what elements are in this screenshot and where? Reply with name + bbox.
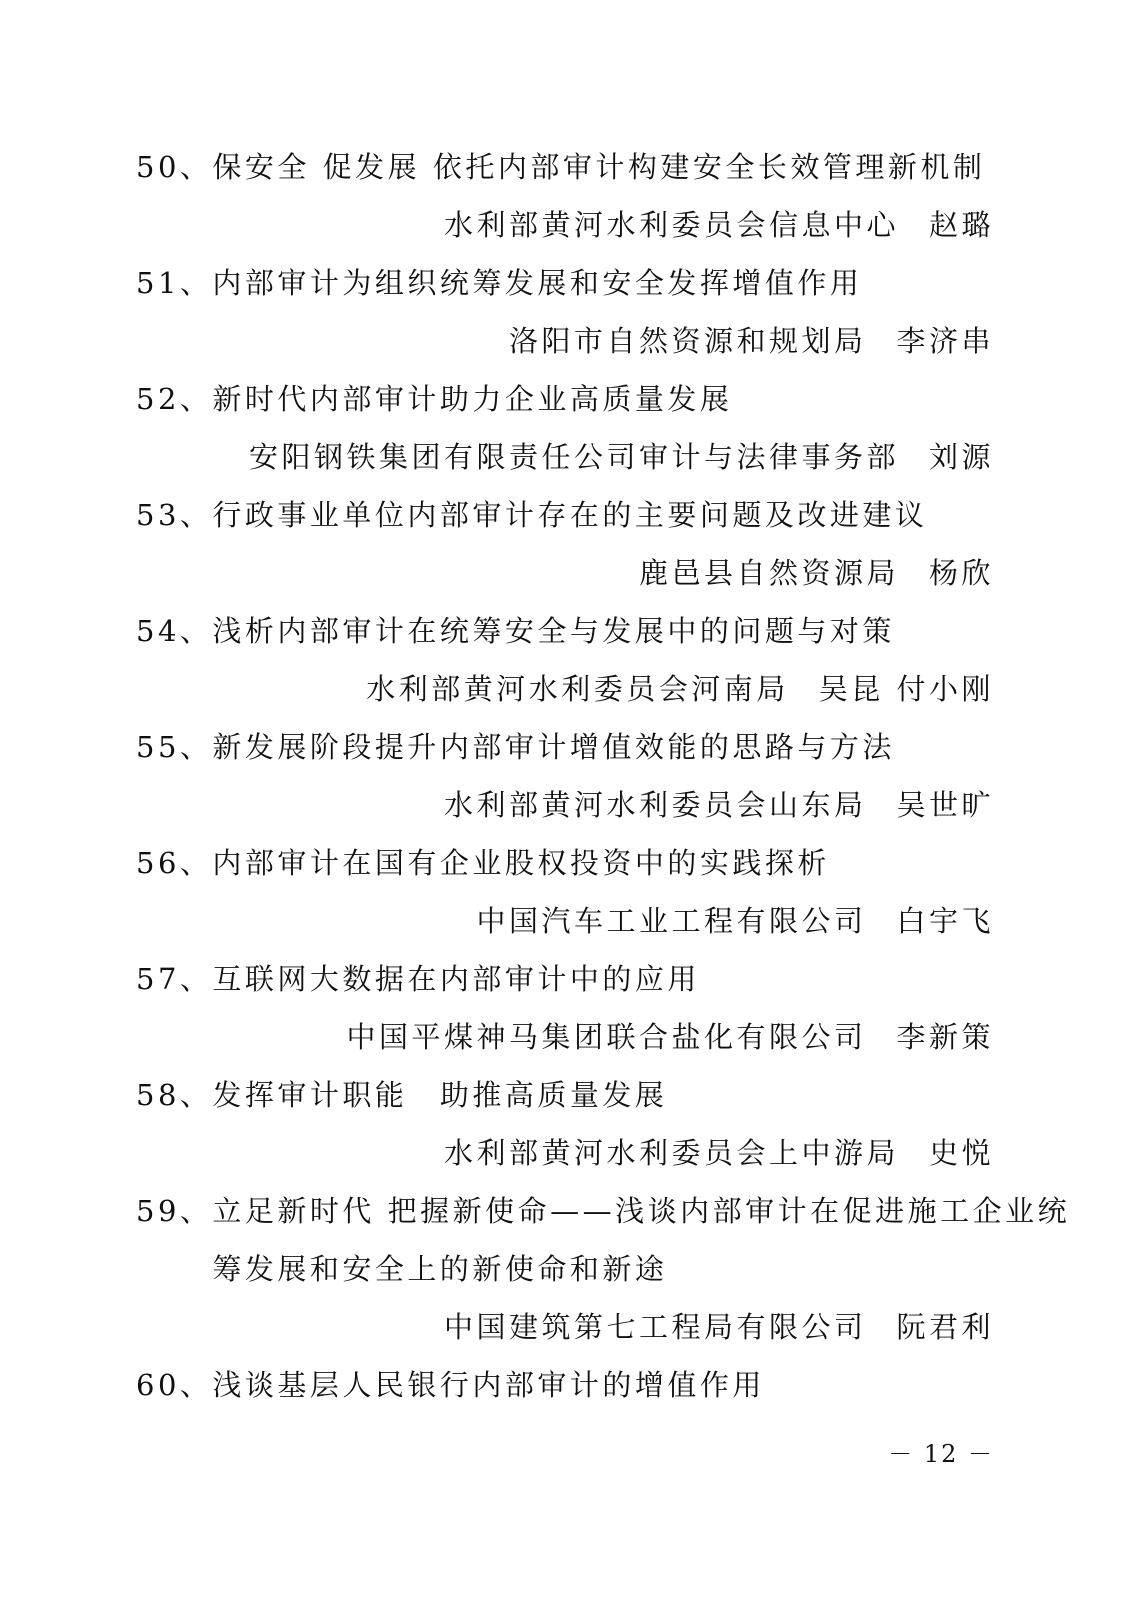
entry-affiliation: 水利部黄河水利委员会山东局 xyxy=(443,788,867,822)
entry-title-text: 互联网大数据在内部审计中的应用 xyxy=(212,962,700,996)
entry-author: 吴世旷 xyxy=(896,788,994,822)
entry-author: 刘源 xyxy=(928,440,994,474)
entry-number: 58、 xyxy=(136,1078,213,1112)
entry-title-text: 行政事业单位内部审计存在的主要问题及改进建议 xyxy=(212,498,928,532)
entry-affiliation: 水利部黄河水利委员会上中游局 xyxy=(443,1136,899,1170)
entry-title-53 xyxy=(136,486,994,544)
entry-number: 52、 xyxy=(136,382,213,416)
entry-title-54 xyxy=(136,602,994,660)
entry-affiliation: 中国汽车工业工程有限公司 xyxy=(476,904,867,938)
entry-number: 57、 xyxy=(136,962,213,996)
entry-number: 60、 xyxy=(136,1368,213,1402)
entry-byline-52 xyxy=(136,428,994,486)
entry-author: 白宇飞 xyxy=(896,904,994,938)
entry-author: 吴昆 付小刚 xyxy=(818,672,994,706)
entry-title-60 xyxy=(136,1356,994,1414)
entry-title-56 xyxy=(136,834,994,892)
entry-title-59 xyxy=(136,1182,1071,1298)
entry-title-text: 新发展阶段提升内部审计增值效能的思路与方法 xyxy=(212,730,895,764)
entry-number: 53、 xyxy=(136,498,213,532)
entry-affiliation: 中国平煤神马集团联合盐化有限公司 xyxy=(346,1020,867,1054)
entry-title-text: 发挥审计职能 助推高质量发展 xyxy=(212,1078,668,1112)
entry-title-58 xyxy=(136,1066,994,1124)
entry-title-text: 新时代内部审计助力企业高质量发展 xyxy=(212,382,733,416)
entry-affiliation: 中国建筑第七工程局有限公司 xyxy=(443,1310,867,1344)
entry-number: 50、 xyxy=(136,150,213,184)
entry-number: 56、 xyxy=(136,846,213,880)
entry-affiliation: 洛阳市自然资源和规划局 xyxy=(508,324,867,358)
page-number: － 12 － xyxy=(888,1440,994,1468)
entry-byline-57 xyxy=(136,1008,994,1066)
entry-title-50 xyxy=(136,138,994,196)
entry-title-text: 浅析内部审计在统筹安全与发展中的问题与对策 xyxy=(212,614,895,648)
entry-number: 54、 xyxy=(136,614,213,648)
entry-affiliation: 安阳钢铁集团有限责任公司审计与法律事务部 xyxy=(248,440,899,474)
entry-author: 赵璐 xyxy=(928,208,994,242)
entry-byline-55 xyxy=(136,776,994,834)
entry-affiliation: 鹿邑县自然资源局 xyxy=(638,556,899,590)
entry-affiliation: 水利部黄河水利委员会河南局 xyxy=(366,672,789,706)
entry-byline-51 xyxy=(136,312,994,370)
entry-title-text: 内部审计在国有企业股权投资中的实践探析 xyxy=(212,846,830,880)
entry-author: 阮君利 xyxy=(896,1310,994,1344)
entry-author: 杨欣 xyxy=(928,556,994,590)
entry-byline-50 xyxy=(136,196,994,254)
entry-author: 李新策 xyxy=(896,1020,994,1054)
entry-title-57 xyxy=(136,950,994,1008)
entry-byline-54 xyxy=(136,660,994,718)
entry-title-51 xyxy=(136,254,994,312)
entry-byline-59 xyxy=(136,1298,994,1356)
entry-byline-58 xyxy=(136,1124,994,1182)
entry-title-55 xyxy=(136,718,994,776)
entry-title-text: 保安全 促发展 依托内部审计构建安全长效管理新机制 xyxy=(212,150,986,184)
entry-title-text xyxy=(212,1182,1070,1298)
entry-author: 史悦 xyxy=(928,1136,994,1170)
entry-number: 59、 xyxy=(136,1194,213,1228)
entry-number: 51、 xyxy=(136,266,213,300)
entry-title-line-2: 筹发展和安全上的新使命和新途 xyxy=(212,1252,668,1286)
entry-byline-56 xyxy=(136,892,994,950)
entry-title-text: 内部审计为组织统筹发展和安全发挥增值作用 xyxy=(212,266,863,300)
entry-author: 李济串 xyxy=(896,324,994,358)
entry-byline-53 xyxy=(136,544,994,602)
entry-title-52 xyxy=(136,370,994,428)
entry-affiliation: 水利部黄河水利委员会信息中心 xyxy=(443,208,899,242)
entry-number: 55、 xyxy=(136,730,213,764)
entry-title-line-1: 立足新时代 把握新使命——浅谈内部审计在促进施工企业统 xyxy=(212,1194,1071,1228)
entry-title-text: 浅谈基层人民银行内部审计的增值作用 xyxy=(212,1368,765,1402)
paper-list xyxy=(136,138,1071,1414)
